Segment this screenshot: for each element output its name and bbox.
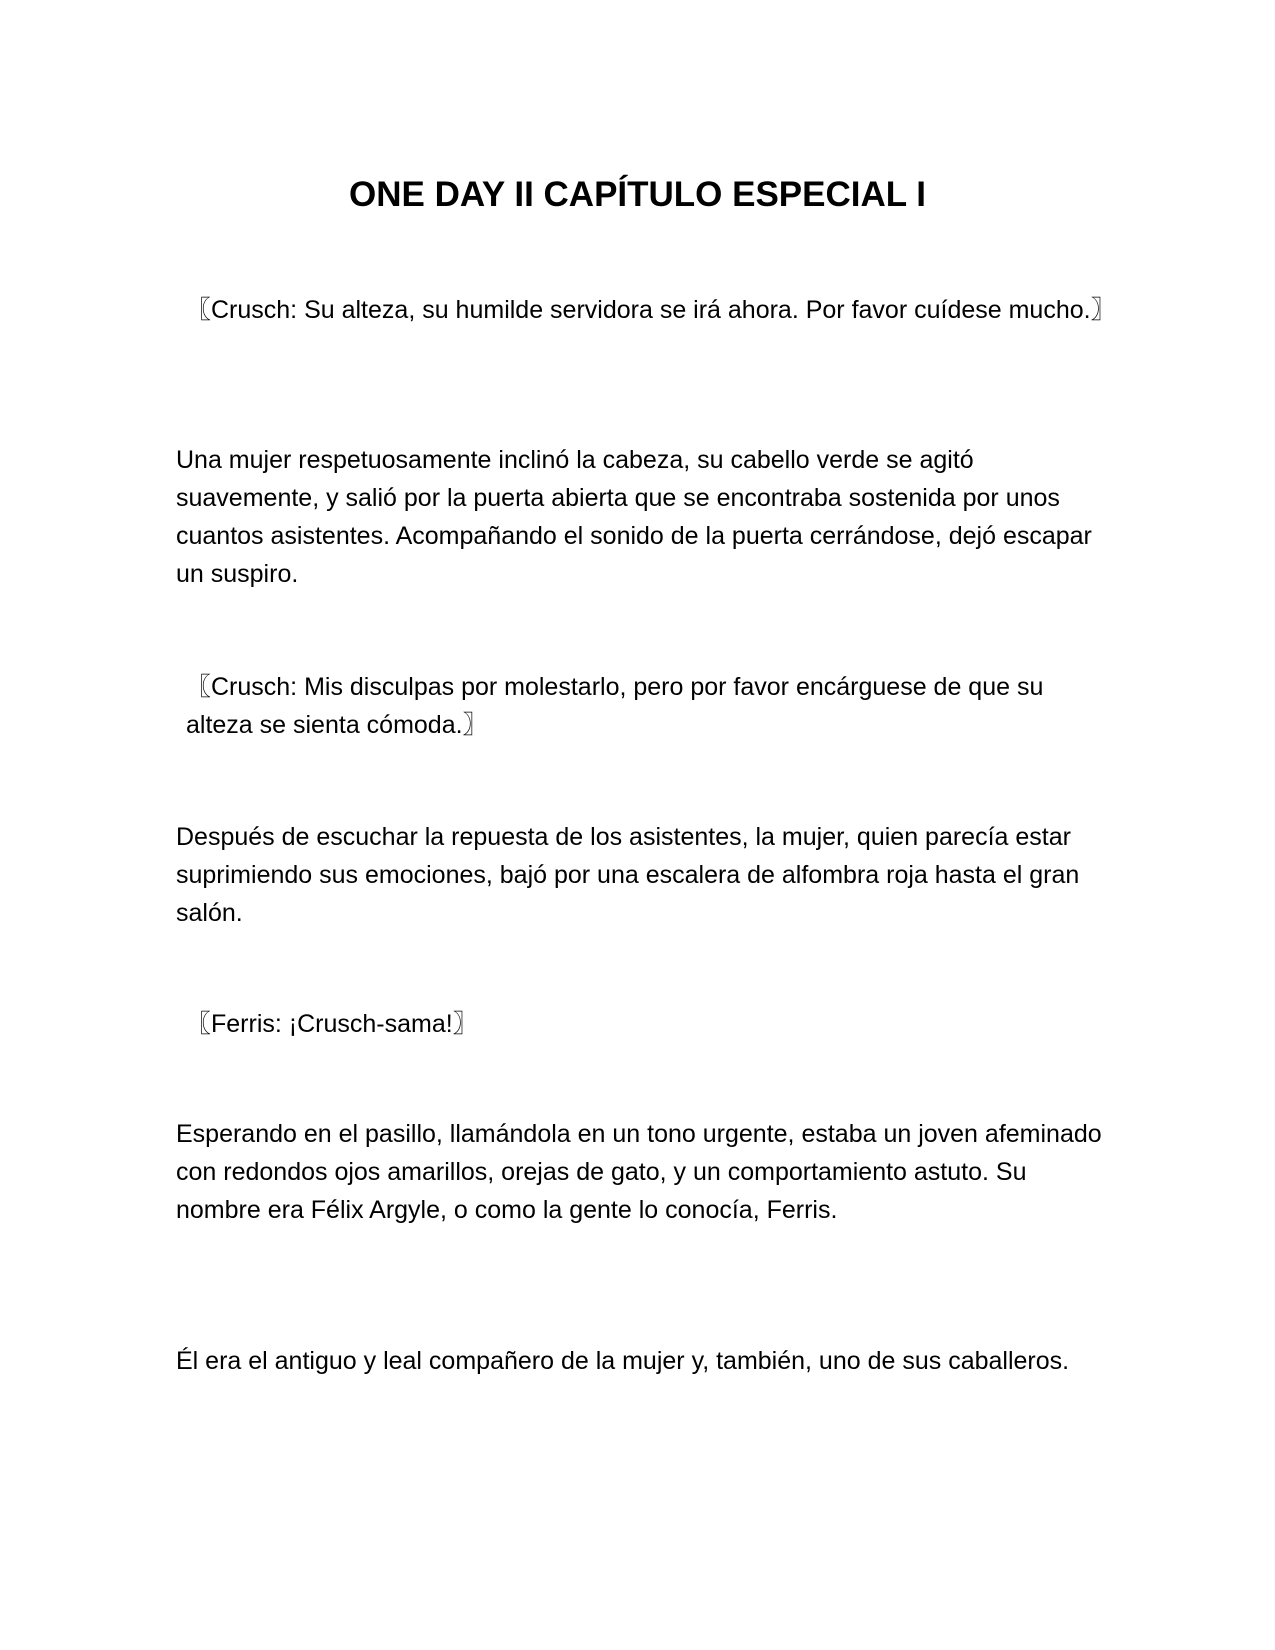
dialogue-paragraph: 〖Crusch: Su alteza, su humilde servidora se irá ahora. Por favor cuídese mucho.〗 [186,296,1116,324]
dialogue-paragraph: 〖Ferris: ¡Crusch-sama!〗 [186,1010,478,1038]
narrative-paragraph: Una mujer respetuosamente inclinó la cabeza, su cabello verde se agitó suavemente, y salió por la puerta abierta que se encontraba sostenida por unos cuantos asistentes. Acompañando el sonido de la puerta cerrándose, dejó escapar un suspiro. [176,446,1092,588]
narrative-paragraph: Después de escuchar la repuesta de los asistentes, la mujer, quien parecía estar suprimiendo sus emociones, bajó por una escalera de alfombra roja hasta el gran salón. [176,823,1080,927]
narrative-paragraph: Él era el antiguo y leal compañero de la mujer y, también, uno de sus caballeros. [176,1347,1070,1375]
dialogue-paragraph: 〖Crusch: Mis disculpas por molestarlo, pero por favor encárguese de que su alteza se sienta cómoda.〗 [186,673,1044,739]
page-title: ONE DAY II CAPÍTULO ESPECIAL I [349,175,926,215]
narrative-paragraph: Esperando en el pasillo, llamándola en un tono urgente, estaba un joven afeminado con redondos ojos amarillos, orejas de gato, y un comportamiento astuto. Su nombre era Félix Argyle, o como la gente lo conocía, Ferris. [176,1120,1102,1224]
